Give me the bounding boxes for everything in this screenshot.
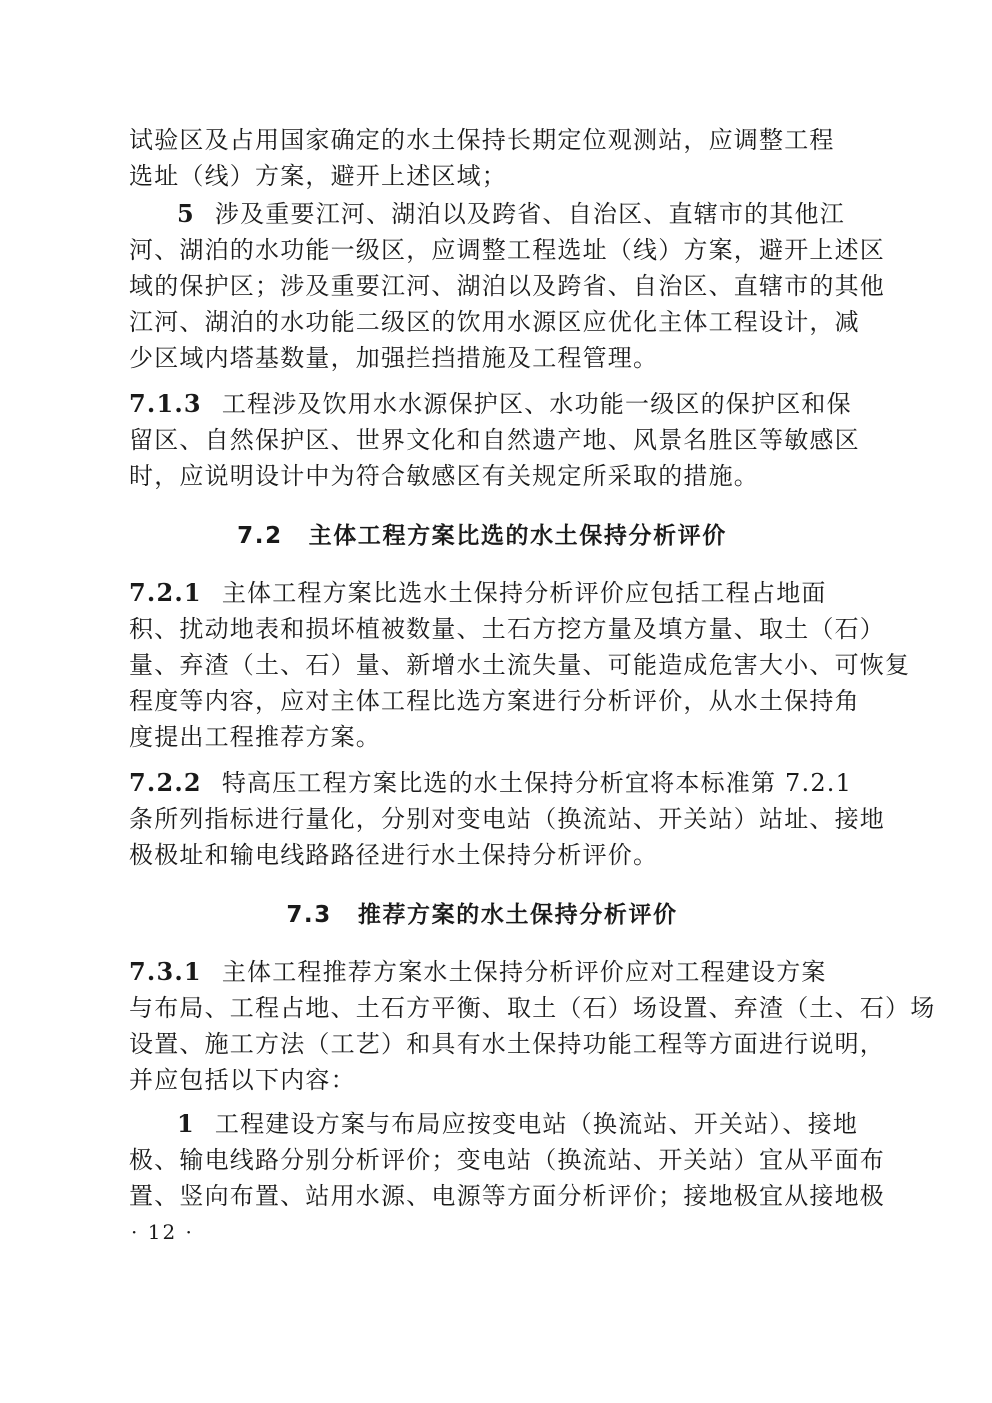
section-title: 主体工程方案比选的水土保持分析评价: [308, 523, 727, 549]
text-line: 工程涉及饮用水水源保护区、水功能一级区的保护区和保: [221, 390, 852, 418]
text-line: 条所列指标进行量化，分别对变电站（换流站、开关站）站址、接地: [129, 805, 885, 833]
clause-number: 7.2.2: [129, 768, 202, 797]
section-title: 推荐方案的水土保持分析评价: [357, 902, 678, 928]
text-line: 涉及重要江河、湖泊以及跨省、自治区、直辖市的其他江: [214, 200, 845, 228]
text-line: 量、弃渣（土、石）量、新增水土流失量、可能造成危害大小、可恢复: [129, 651, 911, 679]
text-line: 极、输电线路分别分析评价；变电站（换流站、开关站）宜从平面布: [129, 1146, 885, 1174]
text-line: 度提出工程推荐方案。: [129, 723, 381, 751]
list-item-5: [177, 199, 845, 229]
text-line: 极极址和输电线路路径进行水土保持分析评价。: [129, 841, 659, 869]
text-line: 域的保护区；涉及重要江河、湖泊以及跨省、自治区、直辖市的其他: [129, 272, 885, 300]
text-line: 特高压工程方案比选的水土保持分析宜将本标准第 7.2.1: [221, 769, 853, 797]
text-line: 与布局、工程占地、土石方平衡、取土（石）场设置、弃渣（土、石）场: [129, 994, 936, 1022]
clause-number: 7.1.3: [129, 389, 202, 418]
item-number: 1: [177, 1109, 195, 1138]
text-line: 少区域内塔基数量，加强拦挡措施及工程管理。: [129, 344, 659, 372]
section-number: 7.3: [286, 902, 332, 928]
item-number: 5: [177, 199, 195, 228]
text-line: 积、扰动地表和损坏植被数量、土石方挖方量及填方量、取土（石）: [129, 615, 885, 643]
text-line: 置、竖向布置、站用水源、电源等方面分析评价；接地极宜从接地极: [129, 1182, 885, 1210]
clause-7-3-1: [129, 957, 835, 987]
text-line: 主体工程方案比选水土保持分析评价应包括工程占地面: [221, 579, 827, 607]
text-line: 时，应说明设计中为符合敏感区有关规定所采取的措施。: [129, 462, 759, 490]
section-heading-7-2: [129, 521, 835, 551]
text-line: 主体工程推荐方案水土保持分析评价应对工程建设方案: [221, 958, 827, 986]
text-line: 试验区及占用国家确定的水土保持长期定位观测站，应调整工程: [129, 126, 835, 154]
clause-7-1-3: [129, 389, 852, 419]
page-number: · 12 ·: [131, 1220, 194, 1244]
text-line: 并应包括以下内容：: [129, 1066, 356, 1094]
text-line: 设置、施工方法（工艺）和具有水土保持功能工程等方面进行说明，: [129, 1030, 885, 1058]
clause-number: 7.3.1: [129, 957, 202, 986]
text-line: 留区、自然保护区、世界文化和自然遗产地、风景名胜区等敏感区: [129, 426, 860, 454]
list-item-1: [177, 1109, 859, 1139]
text-line: 河、湖泊的水功能一级区，应调整工程选址（线）方案，避开上述区: [129, 236, 885, 264]
text-line: 工程建设方案与布局应按变电站（换流站、开关站）、接地: [214, 1110, 859, 1138]
clause-number: 7.2.1: [129, 578, 202, 607]
section-number: 7.2: [237, 523, 283, 549]
clause-7-2-2: [129, 768, 853, 798]
text-line: 选址（线）方案，避开上述区域；: [129, 162, 507, 190]
text-line: 江河、湖泊的水功能二级区的饮用水源区应优化主体工程设计，减: [129, 308, 860, 336]
clause-7-2-1: [129, 578, 835, 608]
section-heading-7-3: [129, 900, 835, 930]
text-line: 程度等内容，应对主体工程比选方案进行分析评价，从水土保持角: [129, 687, 860, 715]
